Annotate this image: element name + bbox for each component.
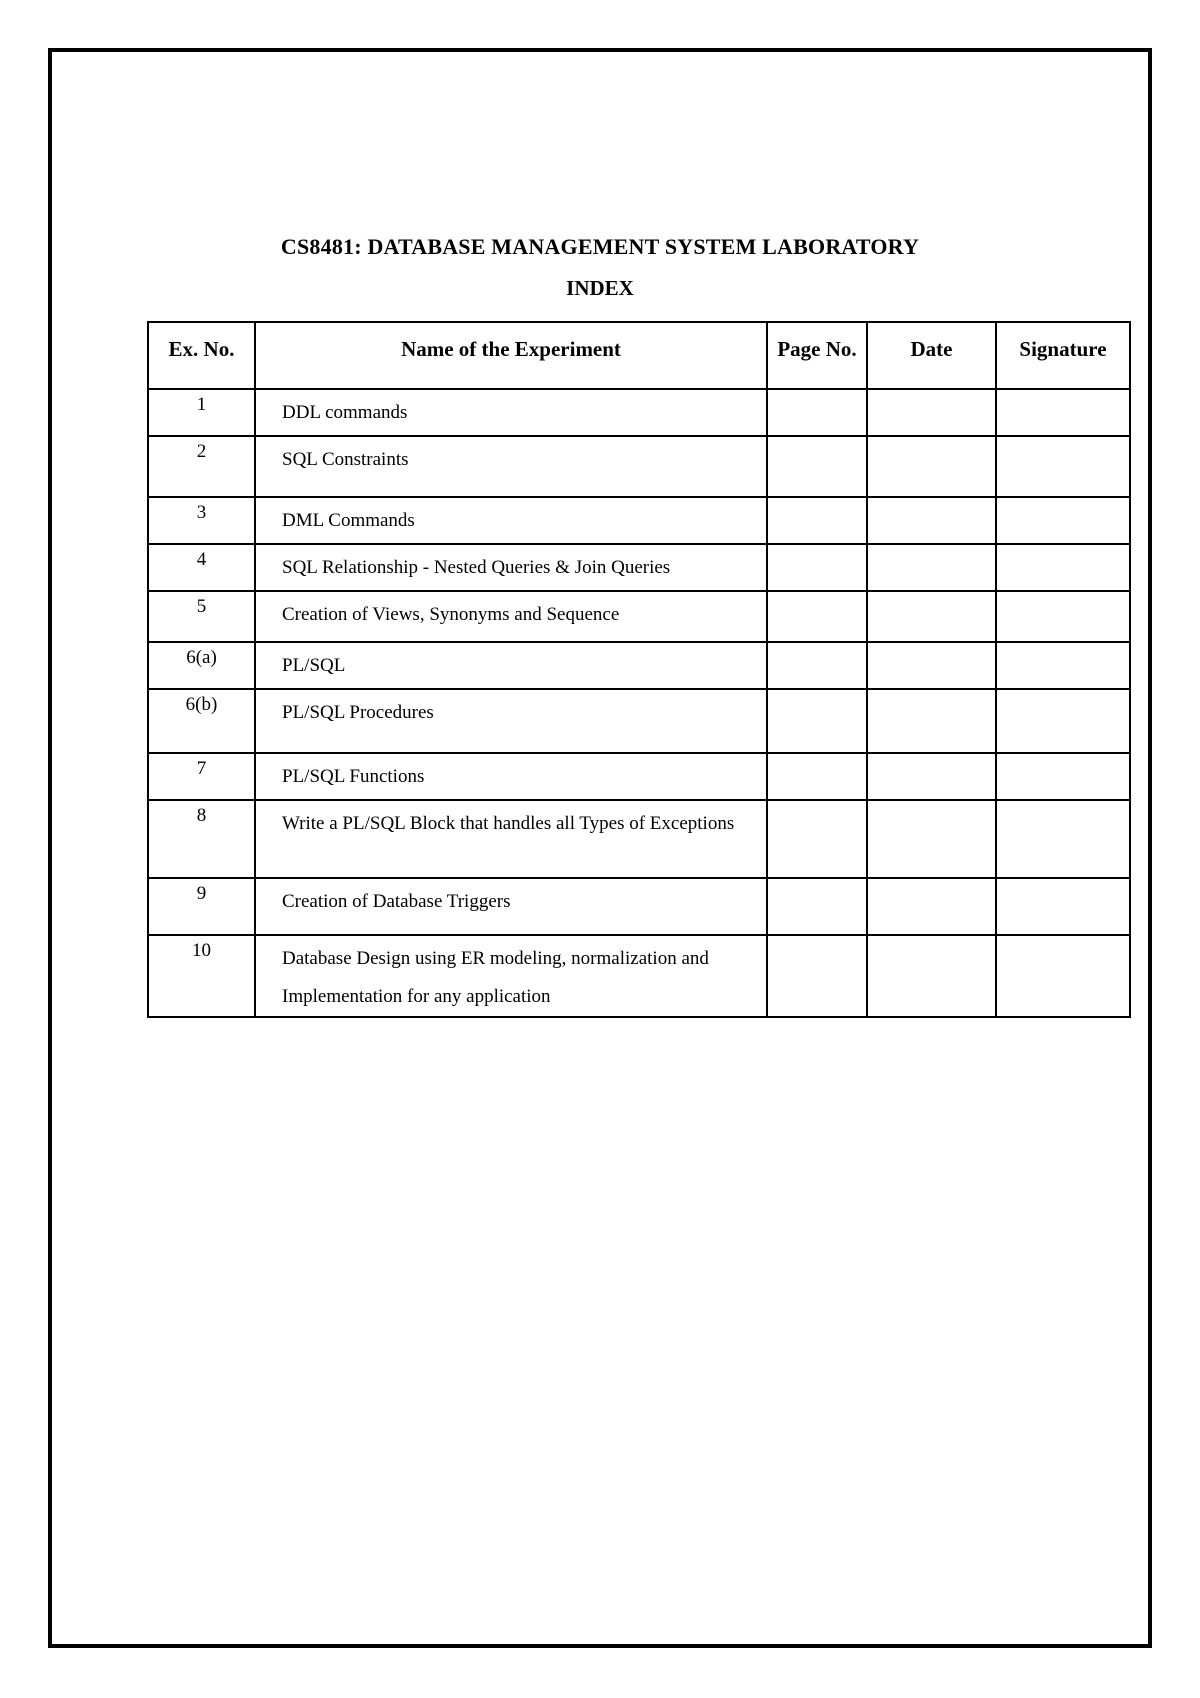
date-cell (867, 642, 996, 689)
ex-no-cell: 7 (148, 753, 255, 800)
document-subtitle: INDEX (566, 276, 634, 300)
table-row (148, 389, 1130, 436)
page-no-cell (767, 753, 867, 800)
signature-cell (996, 389, 1130, 436)
date-cell (867, 689, 996, 753)
signature-cell (996, 753, 1130, 800)
page-no-cell (767, 800, 867, 878)
ex-no-cell: 9 (148, 878, 255, 935)
table-row (148, 800, 1130, 878)
index-table (147, 321, 1131, 1018)
experiment-name-cell: Creation of Database Triggers (255, 878, 767, 935)
document-title: CS8481: DATABASE MANAGEMENT SYSTEM LABORATORY (280, 234, 920, 259)
experiment-name-cell: DDL commands (255, 389, 767, 436)
signature-cell (996, 800, 1130, 878)
table-row (148, 689, 1130, 753)
experiment-name-cell: SQL Constraints (255, 436, 767, 497)
ex-no-cell: 2 (148, 436, 255, 497)
experiment-name-cell: Write a PL/SQL Block that handles all Types of Exceptions (255, 800, 767, 878)
date-cell (867, 878, 996, 935)
table-row (148, 642, 1130, 689)
table-row (148, 497, 1130, 544)
table-header-row (148, 322, 1130, 389)
date-cell (867, 591, 996, 642)
page-no-cell (767, 878, 867, 935)
ex-no-cell: 10 (148, 935, 255, 1017)
experiment-name-cell: PL/SQL Procedures (255, 689, 767, 753)
table-row (148, 935, 1130, 1017)
ex-no-cell: 6(b) (148, 689, 255, 753)
header-experiment-name: Name of the Experiment (255, 322, 767, 389)
signature-cell (996, 878, 1130, 935)
signature-cell (996, 935, 1130, 1017)
page-no-cell (767, 436, 867, 497)
experiment-name-cell: SQL Relationship - Nested Queries & Join Queries (255, 544, 767, 591)
date-cell (867, 544, 996, 591)
date-cell (867, 753, 996, 800)
date-cell (867, 436, 996, 497)
date-cell (867, 497, 996, 544)
table-row (148, 591, 1130, 642)
date-cell (867, 800, 996, 878)
date-cell (867, 935, 996, 1017)
date-cell (867, 389, 996, 436)
header-page-no: Page No. (767, 322, 867, 389)
header-date: Date (867, 322, 996, 389)
signature-cell (996, 544, 1130, 591)
header-ex-no: Ex. No. (148, 322, 255, 389)
page-no-cell (767, 689, 867, 753)
signature-cell (996, 497, 1130, 544)
header-signature: Signature (996, 322, 1130, 389)
signature-cell (996, 436, 1130, 497)
experiment-name-cell: DML Commands (255, 497, 767, 544)
page-no-cell (767, 544, 867, 591)
ex-no-cell: 3 (148, 497, 255, 544)
page-no-cell (767, 591, 867, 642)
page-no-cell (767, 497, 867, 544)
page-no-cell (767, 389, 867, 436)
experiment-name-cell: PL/SQL Functions (255, 753, 767, 800)
ex-no-cell: 4 (148, 544, 255, 591)
signature-cell (996, 591, 1130, 642)
page-no-cell (767, 935, 867, 1017)
table-row (148, 878, 1130, 935)
ex-no-cell: 5 (148, 591, 255, 642)
page-no-cell (767, 642, 867, 689)
ex-no-cell: 1 (148, 389, 255, 436)
signature-cell (996, 689, 1130, 753)
experiment-name-cell: Database Design using ER modeling, normalization and Implementation for any application (255, 935, 767, 1017)
table-row (148, 753, 1130, 800)
table-row (148, 436, 1130, 497)
ex-no-cell: 6(a) (148, 642, 255, 689)
experiment-name-cell: Creation of Views, Synonyms and Sequence (255, 591, 767, 642)
ex-no-cell: 8 (148, 800, 255, 878)
table-row (148, 544, 1130, 591)
signature-cell (996, 642, 1130, 689)
experiment-name-cell: PL/SQL (255, 642, 767, 689)
